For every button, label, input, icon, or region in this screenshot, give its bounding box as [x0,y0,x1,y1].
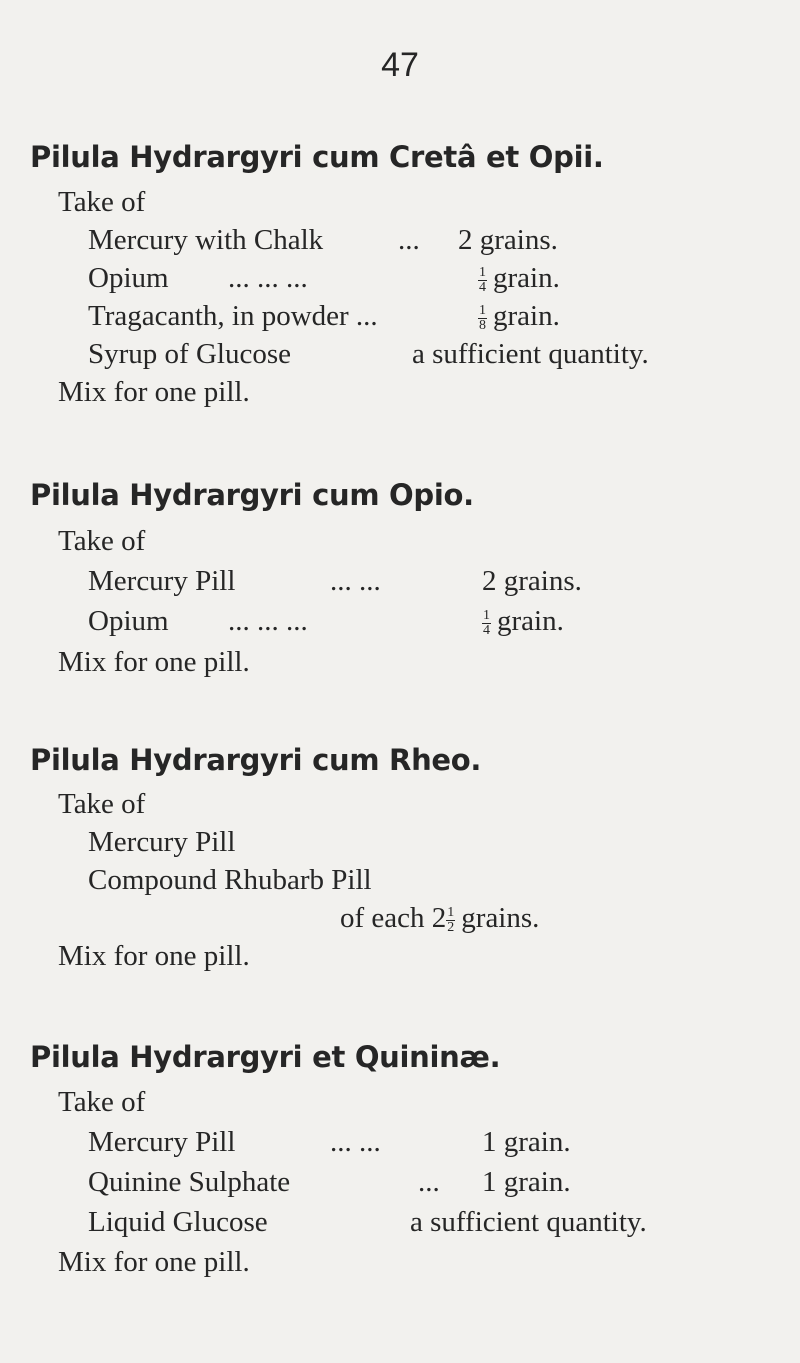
section-title: Pilula Hydrargyri cum Cretâ et Opii. [30,140,604,174]
ingredient-quantity: 1 grain. [482,1126,571,1158]
leader-dots: ... ... ... [228,605,308,637]
ingredient-name: Syrup of Glucose [88,338,291,370]
ingredient-quantity: 2 grains. [458,224,558,256]
fraction: $\frac{1}{4}$ [483,607,490,638]
leader-dots: ... [418,1166,440,1198]
ingredient-name: Mercury Pill [88,565,236,597]
section-title: Pilula Hydrargyri cum Opio. [30,478,474,512]
take-of: Take of [58,186,146,218]
mix-instruction: Mix for one pill. [58,376,250,408]
ingredient-quantity: 1 grain. [482,1166,571,1198]
leader-dots: ... ... [330,1126,381,1158]
fraction: $\frac{1}{2}$ [447,904,455,935]
ingredient-name: Mercury Pill [88,826,236,858]
ingredient-quantity: of each 2 $\frac{1}{2}$ grains. [340,902,540,935]
ingredient-quantity: 2 grains. [482,565,582,597]
page-number: 47 [381,46,419,84]
ingredient-name: Mercury with Chalk [88,224,324,256]
leader-dots: ... ... ... [228,262,308,294]
take-of: Take of [58,788,146,820]
section-title: Pilula Hydrargyri et Quininæ. [30,1040,501,1074]
ingredient-quantity: a sufficient quantity. [412,338,649,370]
fraction: $\frac{1}{8}$ [479,302,486,333]
ingredient-quantity: $\frac{1}{4}$ grain. [483,605,564,638]
ingredient-name: Opium [88,605,169,637]
ingredient-name: Quinine Sulphate [88,1166,291,1198]
ingredient-quantity: a sufficient quantity. [410,1206,647,1238]
ingredient-quantity: $\frac{1}{4}$ grain. [479,262,560,295]
mix-instruction: Mix for one pill. [58,1246,250,1278]
leader-dots: ... [398,224,420,256]
ingredient-name: Liquid Glucose [88,1206,268,1238]
mix-instruction: Mix for one pill. [58,646,250,678]
take-of: Take of [58,1086,146,1118]
ingredient-name: Opium [88,262,169,294]
mix-instruction: Mix for one pill. [58,940,250,972]
leader-dots: ... ... [330,565,381,597]
fraction: $\frac{1}{4}$ [479,264,486,295]
ingredient-quantity: $\frac{1}{8}$ grain. [479,300,560,333]
ingredient-name: Mercury Pill [88,1126,236,1158]
ingredient-name: Tragacanth, in powder ... [88,300,378,332]
ingredient-name: Compound Rhubarb Pill [88,864,372,896]
section-title: Pilula Hydrargyri cum Rheo. [30,743,482,777]
take-of: Take of [58,525,146,557]
